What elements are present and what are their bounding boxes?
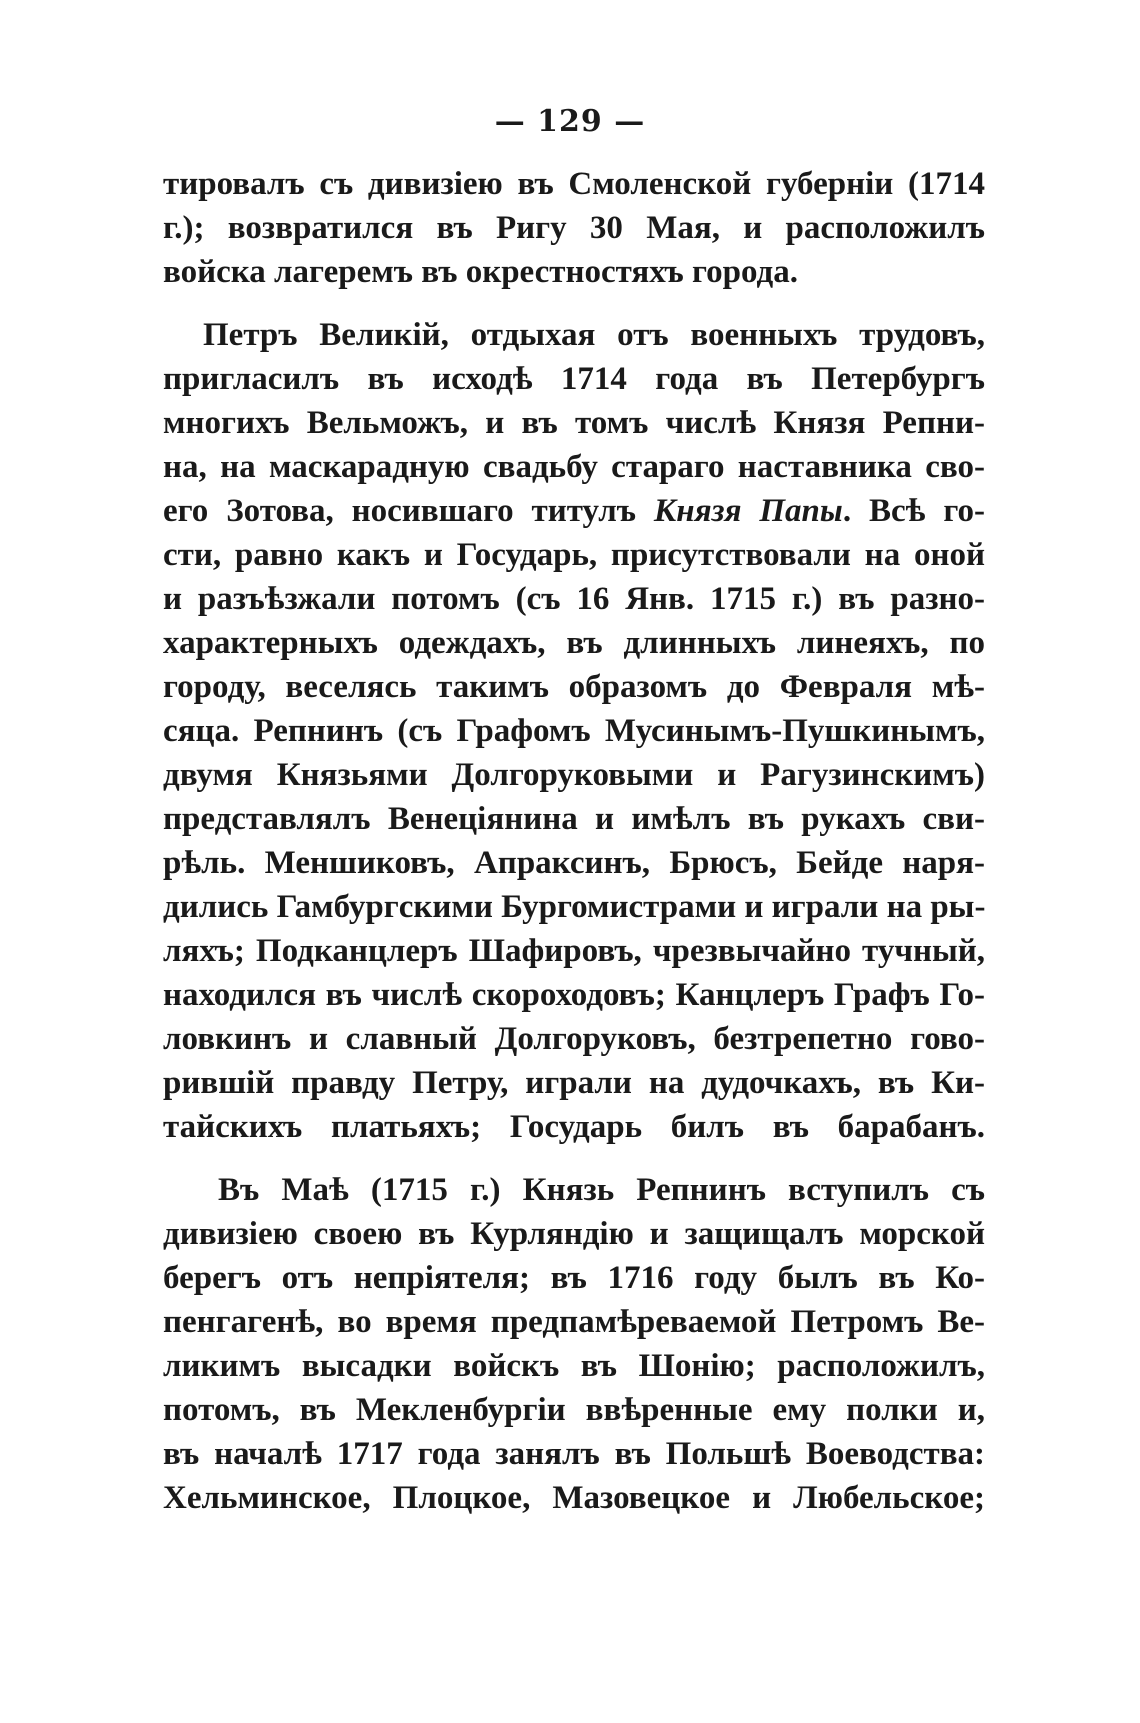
text-line: Петръ Великій, отдыхая отъ военныхъ трудовъ, — [203, 317, 985, 353]
text-line: сти, равно какъ и Государь, присутствовали на оной — [163, 537, 985, 573]
text-line: ловкинъ и славный Долгоруковъ, безтрепетно гово- — [163, 1021, 985, 1057]
text-line: пригласилъ въ исходѣ 1714 года въ Петербургъ — [163, 361, 985, 397]
text-line: тировалъ съ дивизіею въ Смоленской губерніи (1714 — [163, 166, 985, 202]
text-line: на, на маскарадную свадьбу стараго наставника сво- — [163, 449, 985, 485]
text-line: дились Гамбургскими Бургомистрами и играли на ры- — [163, 889, 986, 925]
text-line: и разъѣзжали потомъ (съ 16 Янв. 1715 г.) въ разно- — [163, 581, 985, 617]
text-segment: . Всѣ го- — [842, 493, 985, 529]
text-line: находился въ числѣ скороходовъ; Канцлеръ Графъ Го- — [163, 977, 985, 1013]
page-number: — 129 — — [494, 104, 646, 139]
text-line: сяца. Репнинъ (съ Графомъ Мусинымъ-Пушкинымъ, — [163, 713, 985, 749]
text-line: городу, веселясь такимъ образомъ до Февраля мѣ- — [163, 669, 985, 705]
text-line: представлялъ Венеціянина и имѣлъ въ рукахъ сви- — [163, 801, 985, 837]
text-line: пенгагенѣ, во время предпамѣреваемой Петромъ Ве- — [163, 1304, 985, 1340]
text-line: двумя Князьями Долгоруковыми и Рагузинскимъ) — [163, 757, 985, 793]
text-line: рившій правду Петру, играли на дудочкахъ, въ Ки- — [163, 1065, 985, 1101]
text-line: характерныхъ одеждахъ, въ длинныхъ линеяхъ, по — [163, 625, 985, 661]
text-line: берегъ отъ непріятеля; въ 1716 году былъ въ Ко- — [163, 1260, 985, 1296]
text-line: г.); возвратился въ Ригу 30 Мая, и расположилъ — [163, 210, 985, 246]
text-line: дивизіею своею въ Курляндію и защищалъ морской — [163, 1216, 985, 1252]
text-line: рѣль. Меншиковъ, Апраксинъ, Брюсъ, Бейде наря- — [163, 845, 985, 881]
text-line: въ началѣ 1717 года занялъ въ Польшѣ Воеводства: — [163, 1436, 985, 1472]
text-line-with-italic — [163, 489, 985, 533]
text-line: тайскихъ платьяхъ; Государь билъ въ барабанъ. — [163, 1109, 985, 1145]
italic-title: Князя Папы — [653, 493, 843, 529]
text-line: войска лагеремъ въ окрестностяхъ города. — [163, 254, 798, 290]
text-line: многихъ Вельможъ, и въ томъ числѣ Князя Репни- — [163, 405, 985, 441]
text-line: ляхъ; Подканцлеръ Шафировъ, чрезвычайно тучный, — [163, 933, 985, 969]
text-line: Въ Маѣ (1715 г.) Князь Репнинъ вступилъ съ — [218, 1172, 985, 1208]
text-line: потомъ, въ Мекленбургіи ввѣренные ему полки и, — [163, 1392, 985, 1428]
text-line: ликимъ высадки войскъ въ Шонію; расположилъ, — [163, 1348, 985, 1384]
text-line: Хельминское, Плоцкое, Мазовецкое и Любельское; — [163, 1480, 985, 1516]
text-segment: его Зотова, носившаго титулъ — [163, 493, 636, 529]
